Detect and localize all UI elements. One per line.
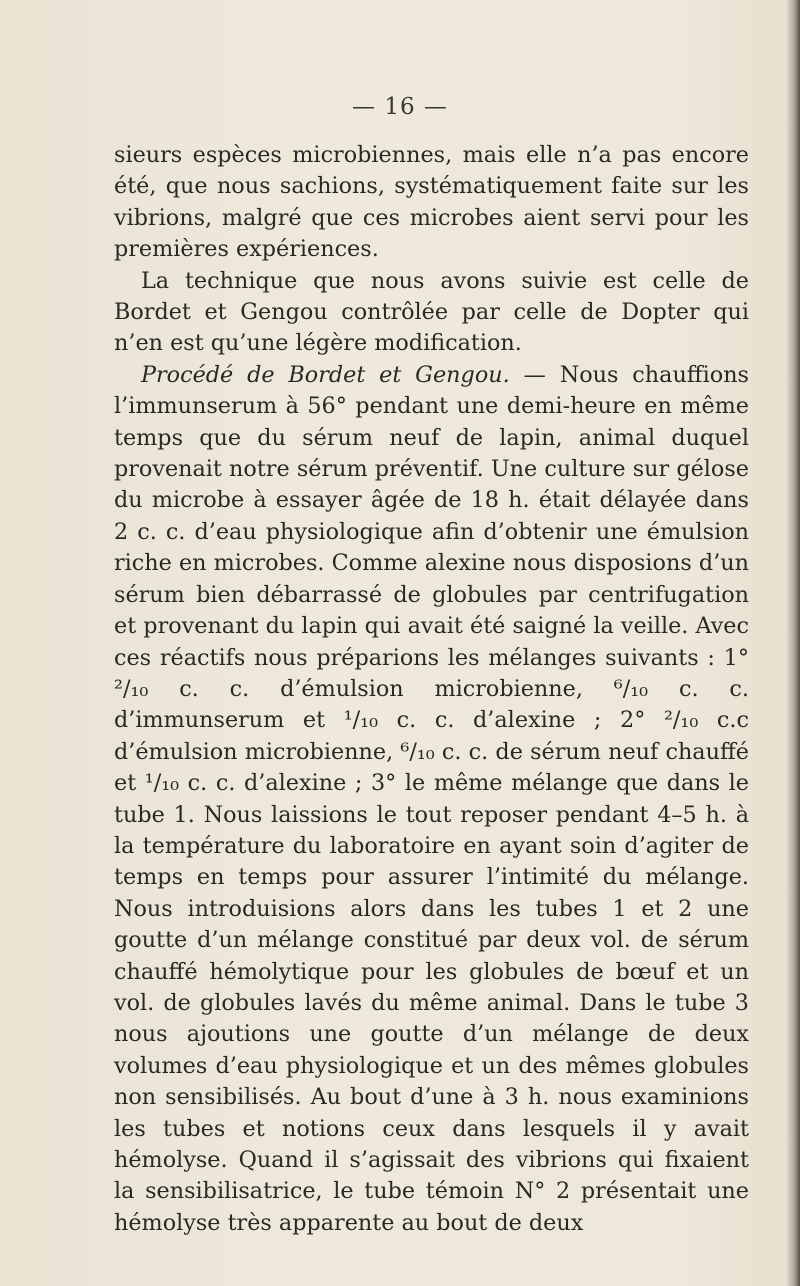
paragraph-1: sieurs espèces microbiennes, mais elle n’a pas encore été, que nous sachions, systématiquement faite sur les vibrions, malgré que ces microbes aient servi pour les premières expériences. xyxy=(114,142,749,263)
section-heading: Procédé de Bordet et Gengou. xyxy=(141,361,510,388)
paragraph-3-text: — Nous chauffions l’immunserum à 56° pendant une demi-heure en même temps que du sérum neuf de lapin, animal duquel provenait notre sérum préventif. Une culture sur gélose du microbe à essayer âgée de 18 h. était délayée dans 2 c. c. d’eau physiologique afin d’obtenir une émulsion riche en microbes. Comme alexine nous disposions d’un sérum bien débarrassé de globules par centrifugation et provenant du lapin qui avait été saigné la veille. Avec ces réactifs nous préparions les mélanges suivants : 1° ²/₁₀ c. c. d’émulsion microbienne, ⁶/₁₀ c. c. d’immunserum et ¹/₁₀ c. c. d’alexine ; 2° ²/₁₀ c.c d’émulsion microbienne, ⁶/₁₀ c. c. de sérum neuf chauffé et ¹/₁₀ c. c. d’alexine ; 3° le même mélange que dans le tube 1. Nous laissions le tout reposer pendant 4–5 h. à la température du laboratoire en ayant soin d’agiter de temps en temps pour assurer l’intimité du mélange. Nous introduisions alors dans les tubes 1 et 2 une goutte d’un mélange constitué par deux vol. de sérum chauffé hémolytique pour les globules de bœuf et un vol. de globules lavés du même animal. Dans le tube 3 nous ajoutions une goutte d’un mélange de deux volumes d’eau physiologique et un des mêmes globules non sensibilisés. Au bout d’une à 3 h. nous examinions les tubes et notions ceux dans lesquels il y avait hémolyse. Quand il s’agissait des vibrions qui fixaient la sensibilisatrice, le tube témoin N° 2 présentait une hémolyse très apparente au bout de deux xyxy=(114,361,750,1236)
body-text xyxy=(114,140,749,1239)
paragraph-2: La technique que nous avons suivie est celle de Bordet et Gengou contrôlée par celle de Dopter qui n’en est qu’une légère modification. xyxy=(114,267,749,357)
paragraph-3 xyxy=(114,360,749,1239)
page-number: — 16 — xyxy=(352,94,448,120)
page-edge-shadow xyxy=(786,0,800,1286)
